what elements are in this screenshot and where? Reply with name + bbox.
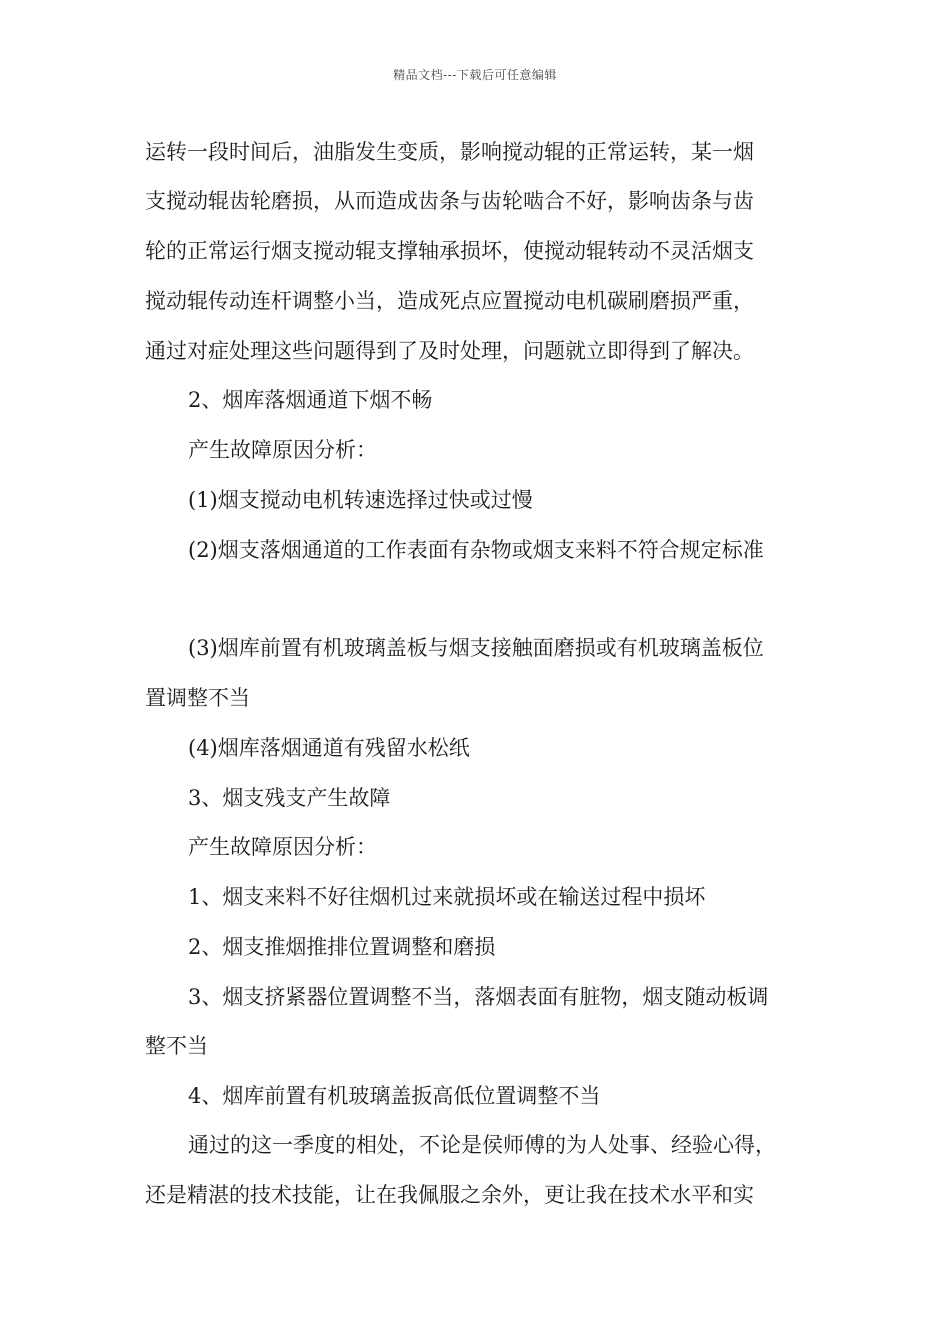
text-line: 搅动辊传动连杆调整小当，造成死点应置搅动电机碳刷磨损严重， — [145, 289, 754, 313]
text-line: 还是精湛的技术技能，让在我佩服之余外，更让我在技术水平和实 — [145, 1183, 754, 1207]
text-line: 支搅动辊齿轮磨损，从而造成齿条与齿轮啮合不好，影响齿条与齿 — [145, 189, 754, 213]
section-heading: 2、烟库落烟通道下烟不畅 — [188, 388, 433, 412]
list-item: 2、烟支推烟推排位置调整和磨损 — [188, 935, 496, 959]
text-line: 置调整不当 — [145, 686, 250, 710]
text-line: 运转一段时间后，油脂发生变质，影响搅动辊的正常运转，某一烟 — [145, 140, 754, 164]
list-item: (2)烟支落烟通道的工作表面有杂物或烟支来料不符合规定标准 — [188, 538, 764, 562]
list-item: 4、烟库前置有机玻璃盖扳高低位置调整不当 — [188, 1084, 601, 1108]
list-item: 1、烟支来料不好往烟机过来就损坏或在输送过程中损坏 — [188, 885, 706, 909]
text-line: 整不当 — [145, 1034, 208, 1058]
page-header: 精品文档---下载后可任意编辑 — [393, 68, 557, 82]
text-line: 通过的这一季度的相处，不论是侯师傅的为人处事、经验心得， — [188, 1133, 776, 1157]
text-line: 产生故障原因分析： — [188, 835, 377, 859]
list-item: 3、烟支挤紧器位置调整不当，落烟表面有脏物，烟支随动板调 — [188, 985, 769, 1009]
section-heading: 3、烟支残支产生故障 — [188, 786, 391, 810]
list-item: (4)烟库落烟通道有残留水松纸 — [188, 736, 470, 760]
text-line: 轮的正常运行烟支搅动辊支撑轴承损坏，使搅动辊转动不灵活烟支 — [145, 239, 754, 263]
text-line: 产生故障原因分析： — [188, 438, 377, 462]
text-line: 通过对症处理这些问题得到了及时处理，问题就立即得到了解决。 — [145, 339, 754, 363]
list-item: (3)烟库前置有机玻璃盖板与烟支接触面磨损或有机玻璃盖板位 — [188, 636, 764, 660]
list-item: (1)烟支搅动电机转速选择过快或过慢 — [188, 488, 533, 512]
